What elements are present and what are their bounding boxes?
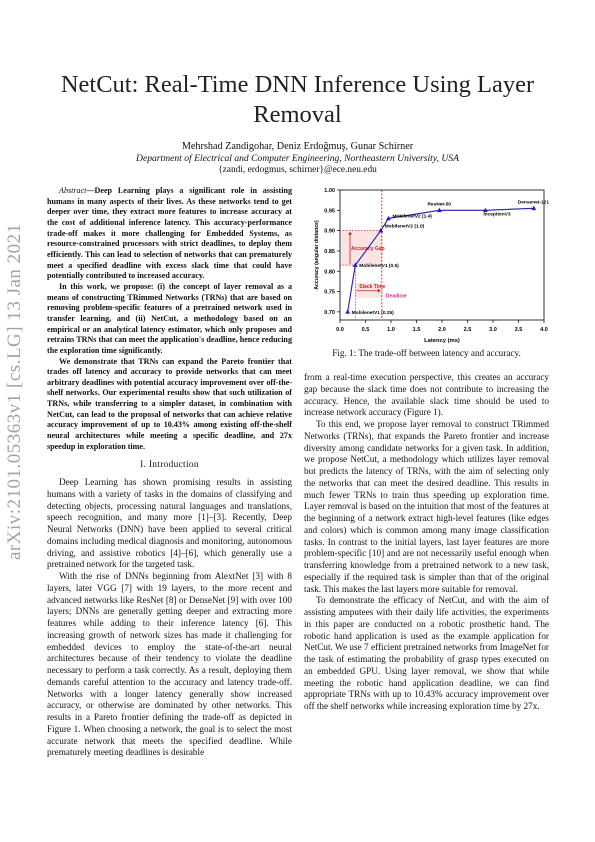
data-point-label: MobilenetV1 (0.25) (351, 310, 394, 316)
x-tick-label: 2.0 (438, 327, 446, 333)
x-tick-label: 1.5 (412, 327, 421, 333)
figure-caption: Fig. 1: The trade-off between latency and accuracy. (332, 348, 521, 358)
right-paragraph-1: To this end, we propose layer removal to construct TRimmed Networks (TRNs), that expands the Pareto frontier and increase diversity among candidate networks for a given task. In addition, we propose NetCut, a methodology which utilizes layer removal but predicts the latency of TRNs, with the aim of selecting only the networks that can meet the desired deadline. This results in much fewer TRNs to train thus speeding up exploration time. Layer removal is based on the intuition that most of the features at the beginning of a network extract high-level features (like edges and colors) which is common among many image classification tasks. In contrast to the initial layers, last layer features are more problem-specific [10] and are not necessarily useful enough when transferring knowledge from a pretrained network to a new task, especially if the required task is simpler than that of the original task. This makes the last layers more suitable for removal. (304, 419, 549, 594)
abstract-label: Abstract (59, 186, 87, 195)
y-tick-label: 0.95 (324, 208, 335, 215)
paper-title: NetCut: Real-Time DNN Inference Using Layer Removal (60, 71, 535, 128)
accuracy-gap-label: Accuracy Gap (351, 245, 385, 252)
right-paragraph-2: To demonstrate the efficacy of NetCut, and with the aim of assisting amputees with their daily life activities, the experiments in this paper are conducted on a robotic prosthetic hand. The robotic hand application is used as the example application for NetCut. We use 7 efficient pretrained networks from ImageNet for the task of estimating the probability of grasp types executed on an embedded GPU. Using layer removal, we show that while meeting the robotic hand application deadline, we can find appropriate TRNs with up to 10.43% accuracy improvement over off the shelf networks while increasing exploration time by 27x. (304, 595, 549, 711)
abstract (47, 186, 292, 452)
x-tick-label: 0.0 (336, 327, 344, 333)
y-tick-label: 1.00 (324, 188, 335, 194)
x-tick-label: 4.0 (540, 327, 548, 333)
abstract-paragraph-3: We demonstrate that TRNs can expand the Pareto frontier that trades off latency and accuracy to provide networks that can meet arbitrary deadlines with potential accuracy improvement over off-the-shelf networks. Our experimental results show that such utilization of TRNs, while transferring to a simpler dataset, in combination with NetCut, can lead to the proposal of networks that can achieve relative accuracy improvement of up to 10.43% among existing off-the-shelf neural architectures while meeting a specific deadline, and 27x speedup in exploration time. (47, 356, 292, 451)
x-tick-label: 3.5 (514, 327, 523, 333)
y-tick-label: 0.70 (324, 309, 335, 316)
x-tick-label: 0.5 (361, 327, 370, 333)
section-heading-introduction: I. Introduction (140, 460, 199, 471)
data-point-label: MobilenetV1 (0.5) (359, 264, 399, 270)
abstract-text-1: —Deep Learning plays a significant role in assisting humans in many aspects of their lives. As these networks tend to get deeper over time, they extract more features to increase accuracy at the cost of additional inference latency. This accuracy-performance trade-off makes it more challenging for Embedded Systems, as resource-constrained processors with strict deadlines, to deploy them efficiently. This can lead to selection of networks that can prematurely meet a specified deadline with excess slack time that could have potentially contributed to increased accuracy. (47, 186, 292, 281)
figure-1 (304, 180, 554, 348)
intro-paragraph-2: With the rise of DNNs beginning from AlextNet [3] with 8 layers, later VGG [7] with 19 layers, to the more recent and advanced networks like ResNet [8] or DenseNet [9] with over 100 layers; DNNs are generally getting deeper and extracting more features while adding to their inference latency [6]. This increasing growth of network sizes has made it challenging for embedded devices to employ the state-of-the-art neural architectures because of their tendency to violate the deadline necessary to perform a task correctly. As a result, deploying them demands careful attention to the accuracy and latency trade-off. Networks with a longer latency generally show increased accuracy, or otherwise are dominated by other networks. This results in a Pareto frontier defining the trade-off as depicted in Figure 1. When choosing a network, the goal is to select the most accurate network that meets the specified deadline. While prematurely meeting deadlines is desirable (47, 571, 292, 758)
arxiv-stamp: arXiv:2101.05363v1 [cs.LG] 13 Jan 2021 (4, 223, 25, 560)
x-axis-label: Latency (ms) (424, 338, 460, 344)
abstract-paragraph-2: In this work, we propose: (i) the concept of layer removal as a means of constructing TRimmed Networks (TRNs) that are based on removing problem-specific features of a pretrained network used in transfer learning, and (ii) NetCut, a methodology based on an empirical or an analytical latency estimator, which only proposes and retrains TRNs that can meet the application's deadline, hence reducing the exploration time significantly. (47, 281, 292, 355)
tradeoff-chart (304, 180, 554, 348)
left-column (47, 186, 292, 759)
intro-paragraph-1: Deep Learning has shown promising results in assisting humans with a variety of tasks in the domains of classifying and detecting objects, processing natural languages and translations, speech recognition, and many more [1]–[3]. Recently, Deep Neural Networks (DNN) have been applied to several critical domains including medical diagnosis and monitoring, autonomous driving, and assistive robotics [4]–[6], which generally use a pretrained network for the targeted task. (47, 477, 292, 570)
data-point-label: InceptionV3 (483, 212, 511, 218)
abstract-paragraph-1 (47, 186, 292, 282)
x-tick-label: 2.5 (463, 327, 472, 333)
slack-time-label: Slack Time (359, 283, 386, 290)
y-axis-label: Accuracy (angular distance) (314, 220, 320, 290)
data-point-label: ResNet-50 (427, 202, 451, 208)
y-tick-label: 0.85 (324, 248, 335, 255)
author-emails: {zandi, erdogmus, schirner}@ece.neu.edu (218, 165, 377, 175)
data-point-label: MobilenetV2 (1.0) (384, 224, 425, 230)
deadline-label: Deadline (385, 293, 407, 300)
data-point-label: Densenet-121 (517, 200, 550, 206)
data-point-marker (345, 309, 350, 313)
right-column (304, 372, 549, 713)
x-tick-label: 3.0 (489, 327, 497, 333)
affiliation: Department of Electrical and Computer Engineering, Northeastern University, USA (136, 153, 459, 164)
y-tick-label: 0.80 (324, 269, 335, 276)
right-paragraph-0: from a real-time execution perspective, this creates an accuracy gap because the slack time does not contribute to increasing the accuracy. Hence, the available slack time should be used to increase network accuracy (Figure 1). (304, 372, 549, 418)
y-tick-label: 0.75 (324, 289, 335, 296)
author-list: Mehrshad Zandigohar, Deniz Erdoğmuş, Gunar Schirner (181, 141, 414, 152)
data-point-label: MobilenetV2 (1.4) (392, 214, 432, 220)
x-tick-label: 1.0 (387, 327, 395, 333)
y-tick-label: 0.90 (324, 228, 335, 235)
